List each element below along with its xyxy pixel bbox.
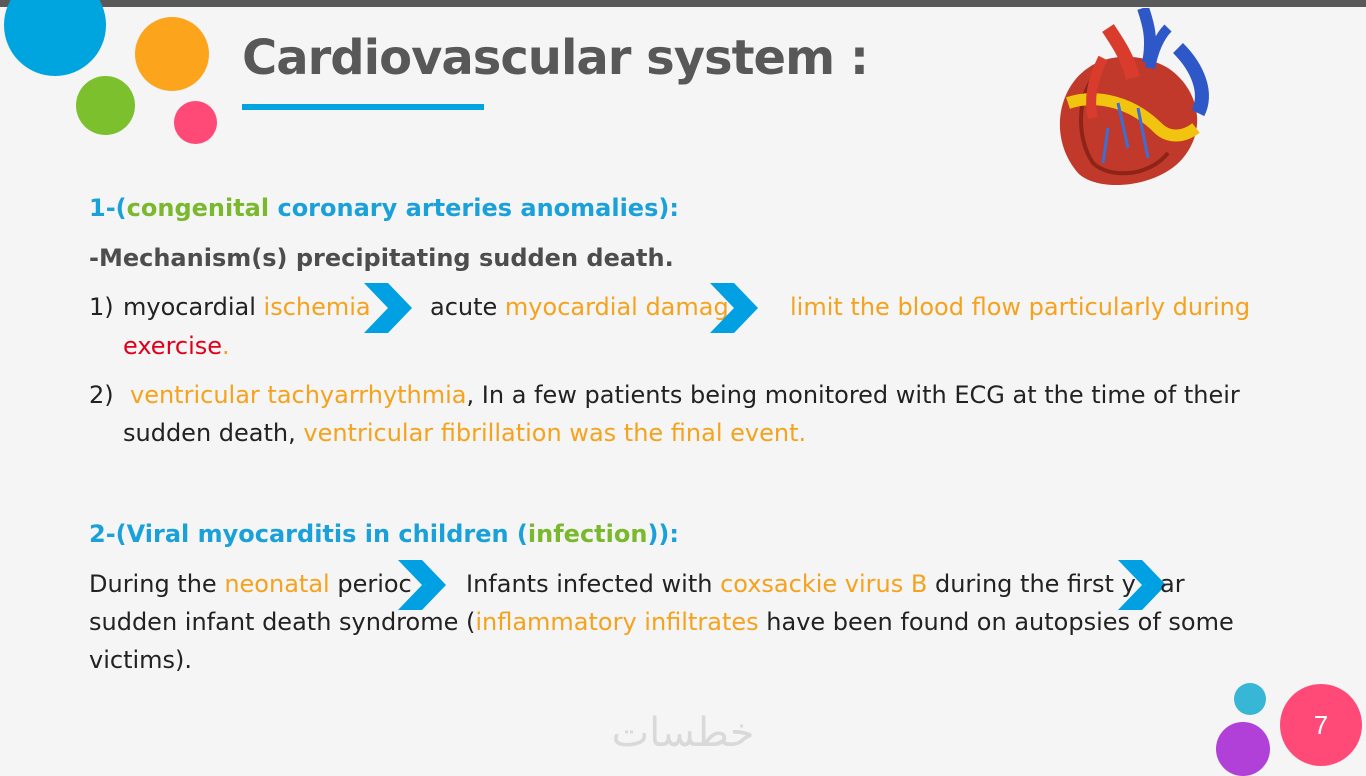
item1-limit-text: limit the blood flow particularly during [790,293,1251,321]
item2-number: 2) [89,381,114,409]
s2-line1-d: Infants infected with [466,570,721,598]
item1-text-c: acute [430,293,505,321]
page-number-badge: 7 [1280,684,1362,766]
s2-coxsackie: coxsackie virus B [720,570,928,598]
decor-circle-green [76,76,135,135]
item1-line2 [123,332,230,360]
section2-line1-start [89,570,412,598]
s2-line1-g: ar [1160,570,1185,598]
decor-circle-orange [135,17,209,91]
section1-heading-prefix: 1-( [89,194,127,222]
decor-circle-teal [1234,683,1266,715]
top-bar [0,0,1366,7]
s2-line2-a: sudden infant death syndrome ( [89,608,476,636]
section2-line1-mid [466,570,1136,598]
item1-line1 [123,293,371,321]
chevron-arrow-icon [398,560,448,610]
decor-circle-blue [4,0,106,76]
chevron-arrow-icon [364,283,414,333]
section2-heading-prefix: 2-(Viral myocarditis in children ( [89,520,528,548]
section1-heading [89,194,679,222]
item1-ischemia: ischemia [263,293,371,321]
item2-text-c: sudden death, [123,419,304,447]
s2-line1-a: During the [89,570,225,598]
item1-text-a: myocardial [123,293,264,321]
mechanism-line: -Mechanism(s) precipitating sudden death. [89,244,674,272]
section2-heading-suffix: )): [647,520,679,548]
section1-heading-rest: coronary arteries anomalies): [269,194,679,222]
item2-ventricular-fibrillation: ventricular fibrillation was the final event. [303,419,807,447]
watermark-logo: خطسات [611,710,755,756]
item1-number: 1) [89,293,114,321]
chevron-arrow-icon [710,283,760,333]
title-underline [242,104,484,110]
s2-inflammatory-infiltrates: inflammatory infiltrates [475,608,759,636]
heart-illustration [1048,8,1218,188]
section1-heading-congenital: congenital [126,194,270,222]
item2-ventricular-tachyarrhythmia: ventricular tachyarrhythmia [130,381,467,409]
decor-circle-pink [174,101,217,144]
slide-title: Cardiovascular system : [242,30,869,86]
section2-line3: victims). [89,646,193,674]
section2-line2 [89,608,1234,636]
item1-exercise: exercise [123,332,223,360]
s2-line1-f: during the first y [927,570,1136,598]
item1-period: . [222,332,230,360]
item1-myocardial-damage: myocardial damag [504,293,729,321]
item2-line1 [130,381,1240,409]
section2-heading [89,520,679,548]
item1-line1-mid [430,293,729,321]
s2-line2-c: have been found on autopsies of some [758,608,1234,636]
s2-line1-c: perioc [329,570,412,598]
s2-neonatal: neonatal [224,570,330,598]
item2-line2 [123,419,806,447]
section2-heading-infection: infection [527,520,648,548]
item2-text-b: , In a few patients being monitored with ECG at the time of their [466,381,1240,409]
